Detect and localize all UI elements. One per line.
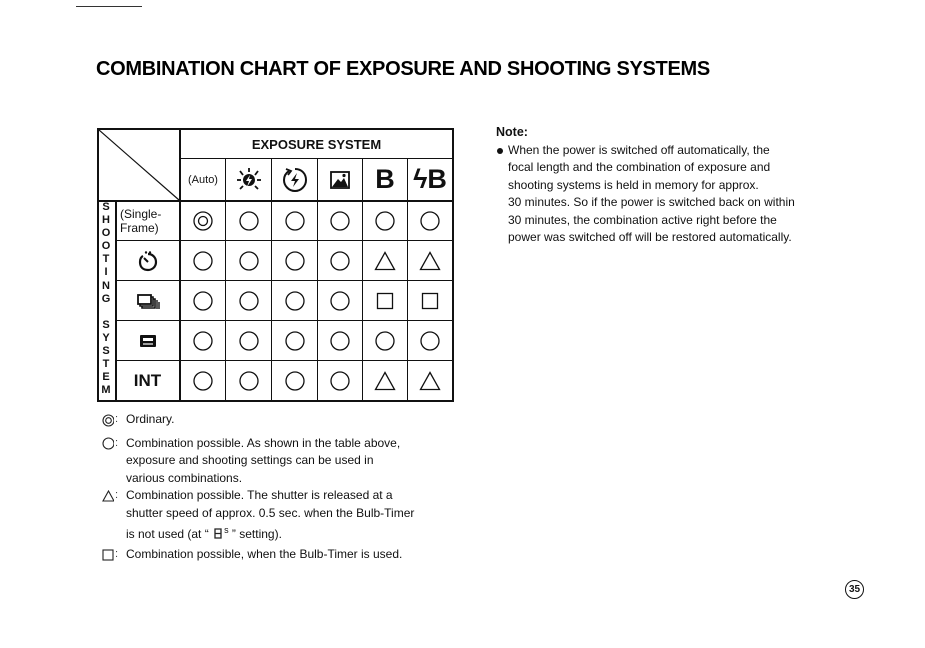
column-label: ϟB: [413, 164, 447, 194]
triangle-symbol: [408, 361, 452, 400]
row-label: INT: [133, 370, 162, 390]
note-heading: Note:: [496, 125, 528, 139]
vertical-letter: Y: [102, 331, 110, 344]
page-title: COMBINATION CHART OF EXPOSURE AND SHOOTING SYSTEMS: [96, 58, 710, 80]
note-line: When the power is switched off automatically, the: [508, 142, 770, 157]
note-line: focal length and the combination of exposure and: [508, 160, 771, 174]
combination-chart: [97, 128, 454, 402]
circle-symbol: [226, 321, 271, 360]
circle-symbol: [318, 241, 362, 280]
legend-circle-line: Combination possible. As shown in the table above,: [126, 435, 401, 450]
note-line: 30 minutes, the combination active right before the: [508, 212, 777, 227]
square-icon: :: [102, 548, 118, 562]
row-header-single: [116, 201, 179, 240]
circle-symbol: [408, 321, 452, 360]
legend-triangle: [102, 487, 472, 546]
flash-on-icon: [234, 166, 264, 194]
vertical-letter: N: [102, 279, 110, 292]
row-label: (Single- Frame): [120, 206, 162, 235]
vertical-letter: O: [101, 227, 111, 240]
vertical-letter: O: [101, 240, 111, 253]
note: [496, 124, 856, 247]
column-header-flash-on: [226, 159, 271, 200]
row-header-remote: [116, 321, 179, 360]
triangle-icon: :: [102, 489, 118, 503]
landscape-mode-icon: [329, 170, 351, 190]
triangle-symbol: [408, 241, 452, 280]
legend-triangle-line: Combination possible. The shutter is released at a: [126, 488, 393, 502]
circle-symbol: [181, 361, 225, 400]
vertical-letter: T: [102, 358, 110, 371]
legend: [102, 411, 472, 563]
legend-square: [102, 546, 472, 564]
circle-symbol: [318, 361, 362, 400]
vertical-letter: S: [102, 345, 110, 358]
circle-symbol: [272, 201, 317, 240]
note-body: [496, 142, 856, 247]
flash-auto-icon: [282, 167, 308, 193]
circle-symbol: [181, 241, 225, 280]
circle-symbol: [181, 281, 225, 320]
corner-diagonal: [99, 130, 180, 201]
column-label: (Auto): [188, 173, 218, 186]
circle-symbol: [226, 241, 271, 280]
circle-symbol: [408, 201, 452, 240]
legend-triangle-line: is not used (at “ $^s$ ” setting).: [126, 522, 472, 546]
vertical-letter: [101, 307, 111, 320]
note-line: 30 minutes. So if the power is switched back on within: [508, 195, 795, 209]
circle-symbol: [318, 201, 362, 240]
circle-symbol: [226, 281, 271, 320]
legend-circle: [102, 435, 472, 488]
legend-ordinary: [102, 411, 472, 429]
square-symbol: [408, 281, 452, 320]
continuous-icon: [135, 291, 161, 311]
circle-symbol: [363, 201, 407, 240]
self-timer-icon: [137, 250, 159, 272]
circle-symbol: [272, 281, 317, 320]
vertical-letter: G: [101, 292, 111, 305]
vertical-letter: S: [102, 201, 110, 213]
note-line: power was switched off will be restored automatically.: [508, 230, 792, 244]
vertical-letter: I: [104, 266, 108, 279]
vertical-letter: T: [102, 253, 110, 266]
legend-ordinary-text: Ordinary.: [126, 412, 175, 426]
exposure-system-header: EXPOSURE SYSTEM: [251, 136, 382, 152]
circle-symbol: [318, 281, 362, 320]
bulb-timer-setting-icon: [213, 527, 223, 546]
vertical-letter: H: [102, 214, 110, 227]
circle-symbol: [181, 321, 225, 360]
legend-triangle-line: shutter speed of approx. 0.5 sec. when the Bulb-Timer: [126, 505, 415, 520]
column-header-bulb: [363, 159, 407, 200]
vertical-letter: S: [102, 318, 110, 331]
vertical-letter: E: [102, 371, 110, 384]
circle-symbol: [363, 321, 407, 360]
circle-symbol: [272, 241, 317, 280]
legend-circle-line: various combinations.: [126, 470, 243, 485]
legend-circle-line: exposure and shooting settings can be used in: [126, 453, 374, 467]
square-symbol: [363, 281, 407, 320]
shooting-system-header: [101, 202, 111, 398]
triangle-symbol: [363, 241, 407, 280]
column-header-auto: [181, 159, 225, 200]
row-header-continuous: [116, 281, 179, 320]
note-line: shooting systems is held in memory for approx.: [508, 177, 759, 192]
column-label: B: [375, 164, 395, 194]
circle-symbol: [272, 361, 317, 400]
column-header-flash-auto: [272, 159, 317, 200]
triangle-symbol: [363, 361, 407, 400]
circle-symbol: [226, 361, 271, 400]
row-header-int: [116, 361, 179, 400]
circle-symbol: [272, 321, 317, 360]
ordinary-symbol: [181, 201, 225, 240]
circle-icon: :: [102, 437, 118, 451]
column-header-landscape: [318, 159, 362, 200]
page-number: 35: [845, 580, 864, 599]
top-rule: [76, 6, 142, 7]
legend-square-text: Combination possible, when the Bulb-Timer is used.: [126, 546, 403, 561]
double-circle-icon: :: [102, 413, 118, 427]
row-header-self-timer: [116, 241, 179, 280]
circle-symbol: [226, 201, 271, 240]
circle-symbol: [318, 321, 362, 360]
column-header-flash-bulb: [408, 159, 452, 200]
vertical-letter: M: [101, 384, 111, 397]
remote-icon: [138, 333, 158, 349]
